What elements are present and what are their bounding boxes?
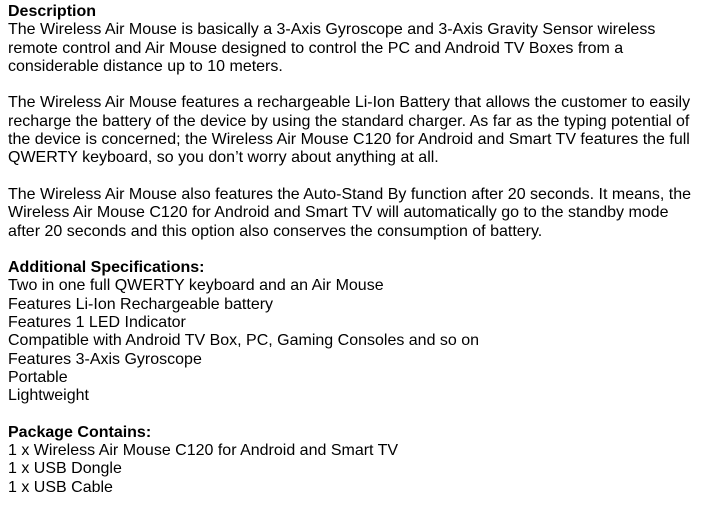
package-item: 1 x Wireless Air Mouse C120 for Android and Smart TV — [8, 442, 399, 460]
specification-item: Portable — [8, 368, 68, 386]
specifications-heading: Additional Specifications: — [8, 259, 205, 277]
specifications-section — [8, 259, 703, 405]
section-spacer — [8, 406, 703, 424]
description-heading: Description — [8, 3, 97, 20]
package-item: 1 x USB Dongle — [8, 460, 122, 478]
section-spacer — [8, 241, 703, 259]
specification-item: Compatible with Android TV Box, PC, Gaming Consoles and so on — [8, 332, 480, 350]
package-section — [8, 424, 703, 497]
specification-item: Features Li-Ion Rechargeable battery — [8, 295, 274, 313]
specification-item: Features 3-Axis Gyroscope — [8, 350, 202, 368]
description-paragraph-2: The Wireless Air Mouse features a rechargeable Li-Ion Battery that allows the customer to easily recharge the battery of the device by using the standard charger. As far as the typing potential of the device is concerned; the Wireless Air Mouse C120 for Android and Smart TV features the full QWERTY keyboard, so you don’t worry about anything at all. — [8, 94, 691, 167]
package-item: 1 x USB Cable — [8, 478, 113, 496]
description-paragraph-1: The Wireless Air Mouse is basically a 3-Axis Gyroscope and 3-Axis Gravity Sensor wireless remote control and Air Mouse designed to control the PC and Android TV Boxes from a considerable distance up to 10 meters. — [8, 21, 656, 75]
description-paragraph-3: The Wireless Air Mouse also features the Auto-Stand By function after 20 seconds. It means, the Wireless Air Mouse C120 for Android and Smart TV will automatically go to the standby mode after 20 seconds and this option also conserves the consumption of battery. — [8, 185, 692, 240]
specification-item: Features 1 LED Indicator — [8, 314, 186, 332]
description-section — [8, 3, 703, 241]
specification-item: Two in one full QWERTY keyboard and an Air Mouse — [8, 277, 384, 295]
specification-item: Lightweight — [8, 387, 89, 405]
package-list — [8, 442, 703, 497]
specifications-list — [8, 277, 703, 405]
paragraph-spacer — [8, 168, 703, 186]
paragraph-spacer — [8, 76, 703, 94]
package-heading: Package Contains: — [8, 423, 152, 441]
